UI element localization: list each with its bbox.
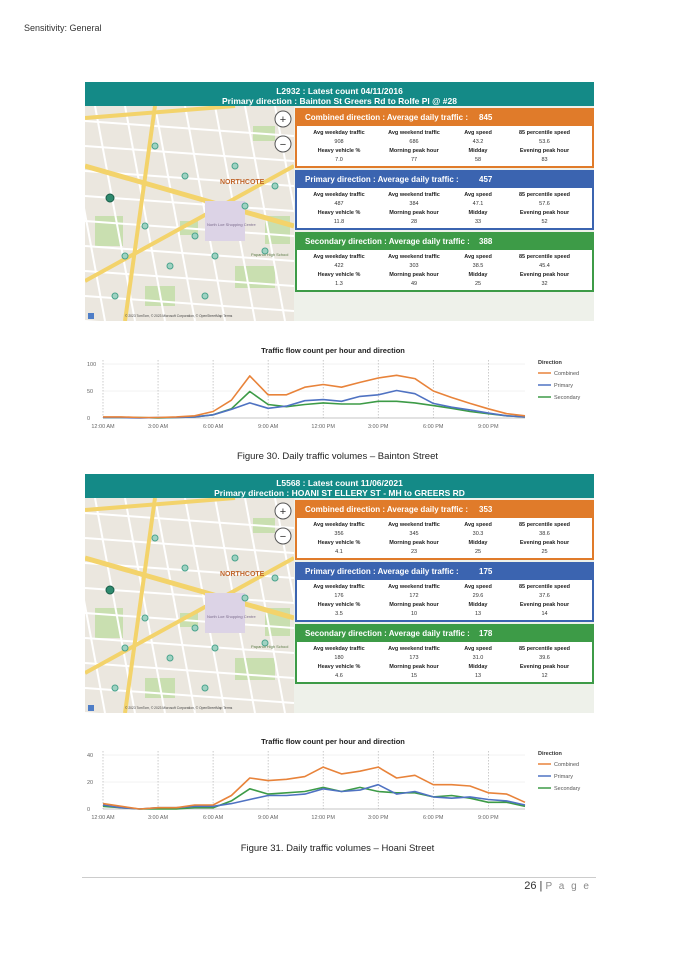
p85-value: 39.6 (539, 655, 550, 661)
heavy-value: 4.1 (335, 549, 343, 555)
primary-direction-header (297, 172, 592, 188)
weekend-value: 345 (409, 531, 419, 537)
count-site-marker[interactable] (122, 645, 128, 651)
direction-stats (295, 108, 594, 294)
evening-value: 12 (541, 673, 548, 679)
x-tick-label: 6:00 AM (202, 815, 224, 821)
count-site-marker[interactable] (232, 163, 238, 169)
legend-entry[interactable]: Secondary (554, 786, 581, 792)
speed-value: 38.5 (472, 263, 484, 269)
combined-stats-grid (297, 126, 592, 166)
morning-value: 23 (410, 549, 418, 555)
heavy-value: 7.0 (335, 157, 343, 163)
x-tick-label: 9:00 PM (478, 424, 499, 430)
morning-value: 15 (410, 673, 418, 679)
p85-label: 85 percentile speed (518, 254, 571, 260)
weekday-label: Avg weekday traffic (313, 254, 365, 260)
count-site-marker[interactable] (192, 233, 198, 239)
x-tick-label: 12:00 AM (91, 815, 115, 821)
page-label: P a g e (545, 881, 591, 892)
map-provider-logo (88, 313, 94, 319)
legend-entry[interactable]: Primary (554, 383, 573, 389)
direction-label: Secondary direction : Average daily traffic : (305, 237, 470, 246)
panel-subtitle: Primary direction : Bainton St Greers Rd to Rolfe Pl @ #28 (221, 96, 457, 106)
direction-label: Primary direction : Average daily traffic : (305, 175, 459, 184)
y-tick-label: 0 (87, 807, 91, 813)
sensitivity-label: Sensitivity: General (24, 23, 102, 33)
average-daily-traffic-value: 845 (479, 113, 493, 122)
primary-direction-box (295, 170, 594, 230)
panel-header (85, 474, 594, 498)
x-tick-label: 3:00 PM (367, 424, 389, 430)
midday-label: Midday (468, 664, 488, 670)
evening-label: Evening peak hour (519, 540, 570, 546)
count-site-marker[interactable] (202, 685, 208, 691)
legend-entry[interactable]: Combined (554, 371, 580, 377)
p85-value: 53.6 (539, 139, 550, 145)
evening-value: 14 (541, 611, 548, 617)
y-tick-label: 40 (87, 753, 94, 759)
count-site-marker[interactable] (142, 223, 148, 229)
selected-count-site-marker[interactable] (106, 586, 114, 594)
midday-value: 13 (474, 611, 482, 617)
zoom-out-button[interactable] (275, 136, 291, 152)
primary-stats-grid (297, 188, 592, 228)
x-tick-label: 9:00 AM (258, 424, 279, 430)
panel-header (85, 82, 594, 106)
morning-label: Morning peak hour (389, 148, 439, 154)
heavy-label: Heavy vehicle % (317, 540, 361, 546)
evening-value: 25 (541, 549, 548, 555)
midday-label: Midday (468, 210, 488, 216)
weekend-label: Avg weekend traffic (388, 254, 440, 260)
x-tick-label: 9:00 PM (478, 815, 499, 821)
morning-label: Morning peak hour (389, 540, 439, 546)
x-tick-label: 6:00 AM (202, 424, 224, 430)
weekday-label: Avg weekday traffic (313, 646, 365, 652)
evening-label: Evening peak hour (519, 210, 570, 216)
p85-label: 85 percentile speed (518, 522, 571, 528)
speed-label: Avg speed (464, 254, 492, 260)
evening-value: 52 (541, 219, 548, 225)
weekend-label: Avg weekend traffic (388, 646, 440, 652)
direction-label: Combined direction : Average daily traffic : (305, 505, 468, 514)
school-label: Papanui High School (251, 252, 289, 257)
average-daily-traffic-value: 388 (479, 237, 493, 246)
combined-stats-grid (297, 518, 592, 558)
weekday-value: 176 (334, 593, 344, 599)
primary-stats-grid (297, 580, 592, 620)
p85-value: 38.6 (539, 531, 550, 537)
count-site-marker[interactable] (112, 685, 118, 691)
speed-value: 47.1 (472, 201, 484, 207)
x-tick-label: 3:00 AM (147, 815, 169, 821)
primary-direction-header (297, 564, 592, 580)
count-site-marker[interactable] (152, 535, 158, 541)
evening-value: 83 (541, 157, 548, 163)
x-tick-label: 9:00 AM (258, 815, 279, 821)
average-daily-traffic-value: 353 (479, 505, 493, 514)
y-tick-label: 20 (87, 780, 94, 786)
panel-body (85, 106, 594, 321)
figure-caption: Figure 30. Daily traffic volumes – Bainton Street (236, 451, 438, 462)
count-site-marker[interactable] (142, 615, 148, 621)
p85-value: 37.6 (539, 593, 550, 599)
series-line-combined[interactable] (103, 767, 525, 809)
mall-label: North Loe Shopping Centre (207, 614, 256, 619)
weekend-label: Avg weekend traffic (388, 130, 440, 136)
map-credit: © 2023 TomTom, © 2023 Microsoft Corporation, © OpenStreetMap Terms (125, 706, 233, 710)
p85-value: 45.4 (539, 263, 550, 269)
legend-entry[interactable]: Primary (554, 774, 573, 780)
traffic-panel-1 (85, 82, 594, 321)
weekend-label: Avg weekend traffic (388, 522, 440, 528)
midday-label: Midday (468, 602, 488, 608)
traffic-flow-chart-1 (85, 344, 594, 434)
panel-title: L2932 : Latest count 04/11/2016 (276, 86, 403, 96)
y-tick-label: 0 (87, 416, 91, 422)
speed-value: 43.2 (472, 139, 484, 145)
x-tick-label: 12:00 AM (91, 424, 115, 430)
speed-value: 29.6 (472, 593, 484, 599)
heavy-label: Heavy vehicle % (317, 664, 361, 670)
primary-direction-box (295, 562, 594, 622)
location-map[interactable] (85, 498, 294, 713)
weekend-label: Avg weekend traffic (388, 192, 440, 198)
morning-label: Morning peak hour (389, 602, 439, 608)
suburb-label: NORTHCOTE (220, 571, 265, 578)
panel-title: L5568 : Latest count 11/06/2021 (276, 478, 403, 488)
p85-value: 57.6 (539, 201, 550, 207)
secondary-direction-box (295, 624, 594, 684)
combined-direction-box (295, 108, 594, 168)
shopping-area (205, 593, 245, 633)
shopping-area (205, 201, 245, 241)
evening-label: Evening peak hour (519, 602, 570, 608)
zoom-out-button[interactable] (275, 528, 291, 544)
midday-label: Midday (468, 148, 488, 154)
evening-label: Evening peak hour (519, 148, 570, 154)
midday-label: Midday (468, 272, 488, 278)
weekend-label: Avg weekend traffic (388, 584, 440, 590)
traffic-flow-chart-2 (85, 735, 594, 825)
weekend-value: 173 (409, 655, 419, 661)
legend-title: Direction (538, 751, 562, 757)
count-site-marker[interactable] (152, 143, 158, 149)
school-label: Papanui High School (251, 644, 289, 649)
zoom-in-icon: + (279, 114, 287, 126)
speed-label: Avg speed (464, 584, 492, 590)
morning-value: 49 (410, 281, 418, 287)
count-site-marker[interactable] (122, 253, 128, 259)
zoom-in-button[interactable] (275, 111, 291, 127)
map-provider-logo (88, 705, 94, 711)
weekday-label: Avg weekday traffic (313, 130, 365, 136)
count-site-marker[interactable] (167, 263, 173, 269)
x-tick-label: 12:00 PM (311, 815, 335, 821)
count-site-marker[interactable] (167, 655, 173, 661)
heavy-value: 11.8 (333, 219, 345, 225)
location-map[interactable] (85, 106, 294, 321)
evening-label: Evening peak hour (519, 664, 570, 670)
series-line-combined[interactable] (103, 375, 525, 417)
count-site-marker[interactable] (202, 293, 208, 299)
direction-label: Secondary direction : Average daily traffic : (305, 629, 470, 638)
heavy-label: Heavy vehicle % (317, 148, 361, 154)
speed-label: Avg speed (464, 646, 492, 652)
p85-label: 85 percentile speed (518, 192, 571, 198)
panel-body (85, 498, 594, 713)
zoom-out-icon: − (279, 531, 287, 543)
direction-label: Primary direction : Average daily traffic : (305, 567, 459, 576)
morning-label: Morning peak hour (389, 272, 439, 278)
combined-direction-header (297, 110, 592, 126)
secondary-direction-box (295, 232, 594, 292)
weekday-value: 908 (334, 139, 344, 145)
page-number: 26 | P a g e (524, 880, 591, 892)
zoom-in-icon: + (279, 506, 287, 518)
weekday-value: 356 (334, 531, 344, 537)
mall-label: North Loe Shopping Centre (207, 222, 256, 227)
count-site-marker[interactable] (242, 595, 248, 601)
p85-label: 85 percentile speed (518, 646, 571, 652)
evening-label: Evening peak hour (519, 272, 570, 278)
series-line-secondary[interactable] (103, 392, 525, 419)
weekend-value: 303 (409, 263, 419, 269)
morning-value: 77 (410, 157, 418, 163)
series-line-primary[interactable] (103, 785, 525, 809)
weekday-value: 487 (334, 201, 344, 207)
page-number-value: 26 (524, 880, 537, 892)
count-site-marker[interactable] (242, 203, 248, 209)
x-tick-label: 12:00 PM (311, 424, 335, 430)
legend-entry[interactable]: Combined (554, 762, 580, 768)
count-site-marker[interactable] (192, 625, 198, 631)
weekday-label: Avg weekday traffic (313, 584, 365, 590)
secondary-direction-header (297, 234, 592, 250)
count-site-marker[interactable] (232, 555, 238, 561)
count-site-marker[interactable] (272, 183, 278, 189)
x-tick-label: 6:00 PM (423, 424, 444, 430)
weekend-value: 384 (409, 201, 419, 207)
x-tick-label: 3:00 AM (147, 424, 169, 430)
p85-label: 85 percentile speed (518, 130, 571, 136)
legend-entry[interactable]: Secondary (554, 395, 581, 401)
heavy-label: Heavy vehicle % (317, 210, 361, 216)
x-tick-label: 3:00 PM (367, 815, 389, 821)
selected-count-site-marker[interactable] (106, 194, 114, 202)
panel-subtitle: Primary direction : HOANI ST ELLERY ST - MH to GREERS RD (214, 488, 465, 498)
weekend-value: 172 (409, 593, 419, 599)
count-site-marker[interactable] (212, 645, 218, 651)
morning-value: 28 (410, 219, 418, 225)
speed-value: 31.0 (472, 655, 484, 661)
count-site-marker[interactable] (112, 293, 118, 299)
secondary-direction-header (297, 626, 592, 642)
count-site-marker[interactable] (212, 253, 218, 259)
midday-value: 25 (474, 549, 482, 555)
traffic-panel-2 (85, 474, 594, 713)
morning-label: Morning peak hour (389, 210, 439, 216)
combined-direction-box (295, 500, 594, 560)
morning-value: 10 (410, 611, 418, 617)
midday-value: 33 (474, 219, 482, 225)
evening-value: 32 (541, 281, 548, 287)
speed-label: Avg speed (464, 130, 492, 136)
y-tick-label: 100 (87, 362, 97, 368)
midday-value: 13 (474, 673, 482, 679)
p85-label: 85 percentile speed (518, 584, 571, 590)
secondary-stats-grid (297, 250, 592, 290)
midday-value: 25 (474, 281, 482, 287)
secondary-stats-grid (297, 642, 592, 682)
y-tick-label: 50 (87, 389, 94, 395)
morning-label: Morning peak hour (389, 664, 439, 670)
heavy-label: Heavy vehicle % (317, 272, 361, 278)
heavy-value: 3.5 (335, 611, 343, 617)
combined-direction-header (297, 502, 592, 518)
weekday-label: Avg weekday traffic (313, 192, 365, 198)
weekend-value: 686 (409, 139, 419, 145)
midday-label: Midday (468, 540, 488, 546)
heavy-value: 1.3 (335, 281, 343, 287)
average-daily-traffic-value: 178 (479, 629, 493, 638)
speed-label: Avg speed (464, 192, 492, 198)
count-site-marker[interactable] (182, 565, 188, 571)
direction-stats (295, 500, 594, 686)
heavy-value: 4.6 (335, 673, 343, 679)
direction-label: Combined direction : Average daily traffic : (305, 113, 468, 122)
zoom-in-button[interactable] (275, 503, 291, 519)
weekday-value: 180 (334, 655, 344, 661)
speed-label: Avg speed (464, 522, 492, 528)
midday-value: 58 (474, 157, 482, 163)
average-daily-traffic-value: 457 (479, 175, 493, 184)
x-tick-label: 6:00 PM (423, 815, 444, 821)
speed-value: 30.3 (472, 531, 484, 537)
chart-title: Traffic flow count per hour and direction (261, 737, 405, 746)
figure-caption: Figure 31. Daily traffic volumes – Hoani Street (240, 843, 435, 854)
chart-title: Traffic flow count per hour and direction (261, 346, 405, 355)
footer-divider (82, 877, 596, 878)
map-credit: © 2023 TomTom, © 2023 Microsoft Corporation, © OpenStreetMap Terms (125, 314, 233, 318)
count-site-marker[interactable] (272, 575, 278, 581)
zoom-out-icon: − (279, 139, 287, 151)
suburb-label: NORTHCOTE (220, 179, 265, 186)
legend-title: Direction (538, 360, 562, 366)
count-site-marker[interactable] (182, 173, 188, 179)
weekday-value: 422 (334, 263, 344, 269)
heavy-label: Heavy vehicle % (317, 602, 361, 608)
weekday-label: Avg weekday traffic (313, 522, 365, 528)
average-daily-traffic-value: 175 (479, 567, 493, 576)
